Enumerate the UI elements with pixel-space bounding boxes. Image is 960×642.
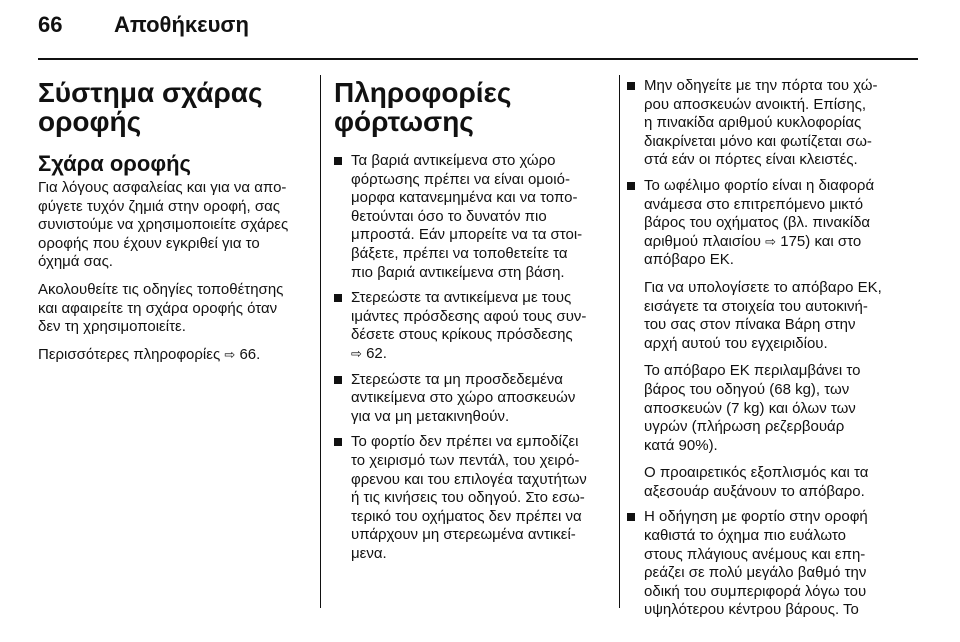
left-column — [38, 78, 306, 373]
bullet-square-icon — [627, 82, 635, 90]
bullet-square-icon — [627, 513, 635, 521]
list-item: Μην οδηγείτε με την πόρτα του χώ- ρου αποσκευών ανοικτή. Επίσης, η πινακίδα αριθμού κυκλοφορίας διακρίνεται μόνο και φωτίζεται σω- στά εάν οι πόρτες είναι κλειστές. — [627, 77, 917, 170]
middle-column — [334, 78, 606, 570]
header-rule — [38, 58, 918, 60]
column-divider — [320, 75, 321, 608]
list-item: Στερεώστε τα μη προσδεδεμένα αντικείμενα στο χώρο αποσκευών για να μη μετακινηθούν. — [334, 371, 606, 427]
list-item: Τα βαριά αντικείμενα στο χώρο φόρτωσης πρέπει να είναι ομοιό- μορφα κατανεμημένα και να τοπο- θετούνται όσο το δυνατόν πιο μπροστά. Εάν μπορείτε να τα στοι- βάξετε, πρέπει να τοποθετείτε τα πιο βαριά αντικείμενα στη βάση. — [334, 152, 606, 282]
more-info-reference[interactable]: Περισσότερες πληροφορίες ⇨ 66. — [38, 345, 261, 363]
bullet-square-icon — [334, 157, 342, 165]
page-number: 66 — [38, 12, 63, 37]
list-item: Στερεώστε τα αντικείμενα με τους ιμάντες πρόσδεσης αφού τους συν- δέσετε στους κρίκους πρόσδεσης ⇨ 62. — [334, 289, 606, 363]
subsection-title-roof-rack: Σχάρα οροφής — [38, 151, 191, 176]
bullet-square-icon — [334, 376, 342, 384]
section-title-loading-information: Πληροφορίες φόρτωσης — [334, 77, 512, 137]
paragraph: Ακολουθείτε τις οδηγίες τοποθέτησης και αφαιρείτε τη σχάρα οροφής όταν δεν τη χρησιμοποιείτε. — [38, 280, 284, 336]
list-item: Η οδήγηση με φορτίο στην οροφή καθιστά το όχημα πιο ευάλωτο στους πλάγιους ανέμους και επη- ρεάζει σε πολύ μεγάλο βαθμό την οδική του συμπεριφορά λόγω του υψηλότερου κέντρου βάρους. Το — [627, 508, 917, 620]
bullet-square-icon — [334, 294, 342, 302]
section-title-roof-rack-system: Σύστημα σχάρας οροφής — [38, 77, 263, 137]
paragraph: Για να υπολογίσετε το απόβαρο ΕΚ, εισάγετε τα στοιχεία του αυτοκινή- του σας στον πίνακα Βάρη στην αρχή αυτού του εγχειριδίου. — [644, 278, 882, 352]
bullet-square-icon — [334, 438, 342, 446]
page-reference[interactable]: ⇨ 62. — [351, 344, 387, 362]
column-divider — [619, 75, 620, 608]
page-header — [0, 0, 960, 64]
paragraph: Το απόβαρο ΕΚ περιλαμβάνει το βάρος του οδηγού (68 kg), των αποσκευών (7 kg) και όλων των υγρών (πλήρωση ρεζερβουάρ κατά 90%). — [644, 362, 861, 454]
page-reference-arrow-icon: ⇨ — [765, 233, 777, 249]
page-reference-arrow-icon: ⇨ — [351, 345, 362, 361]
paragraph: Για λόγους ασφαλείας και για να απο- φύγετε τυχόν ζημιά στην οροφή, σας συνιστούμε να χρησιμοποιείτε σχάρες οροφής που έχουν εγκριθεί για το όχημά σας. — [38, 179, 289, 271]
list-item: Το φορτίο δεν πρέπει να εμποδίζει το χειρισμό των πεντάλ, του χειρό- φρενου και του επιλογέα ταχυτήτων ή τις κινήσεις του οδηγού. Στο εσω- τερικό του οχήματος δεν πρέπει να υπάρχουν μη στερεωμένα αντικεί- μενα. — [334, 433, 606, 563]
right-column — [627, 77, 917, 627]
page-reference-arrow-icon: ⇨ — [224, 346, 236, 362]
list-item: Το ωφέλιμο φορτίο είναι η διαφορά ανάμεσα στο επιτρεπόμενο μικτό βάρος του οχήματος (βλ. πινακίδα αριθμού πλαισίου ⇨ 175) και στο απόβαρο ΕΚ. Για να υπολογίσετε το απόβαρο ΕΚ, εισάγετε τα στοιχεία του αυτοκινή- του σας στον πίνακα Βάρη στην αρχή αυτού του εγχειριδίου. Το απόβαρο ΕΚ περιλαμβάνει το βάρος του οδηγού (68 kg), των αποσκευών (7 kg) και όλων των υγρών (πλήρωση ρεζερβουάρ κατά 90%). Ο προαιρετικός εξοπλισμός και τα αξεσουάρ αυξάνουν το απόβαρο. — [627, 177, 917, 502]
bullet-square-icon — [627, 182, 635, 190]
paragraph: Ο προαιρετικός εξοπλισμός και τα αξεσουάρ αυξάνουν το απόβαρο. — [644, 464, 869, 500]
chapter-title: Αποθήκευση — [114, 12, 249, 37]
